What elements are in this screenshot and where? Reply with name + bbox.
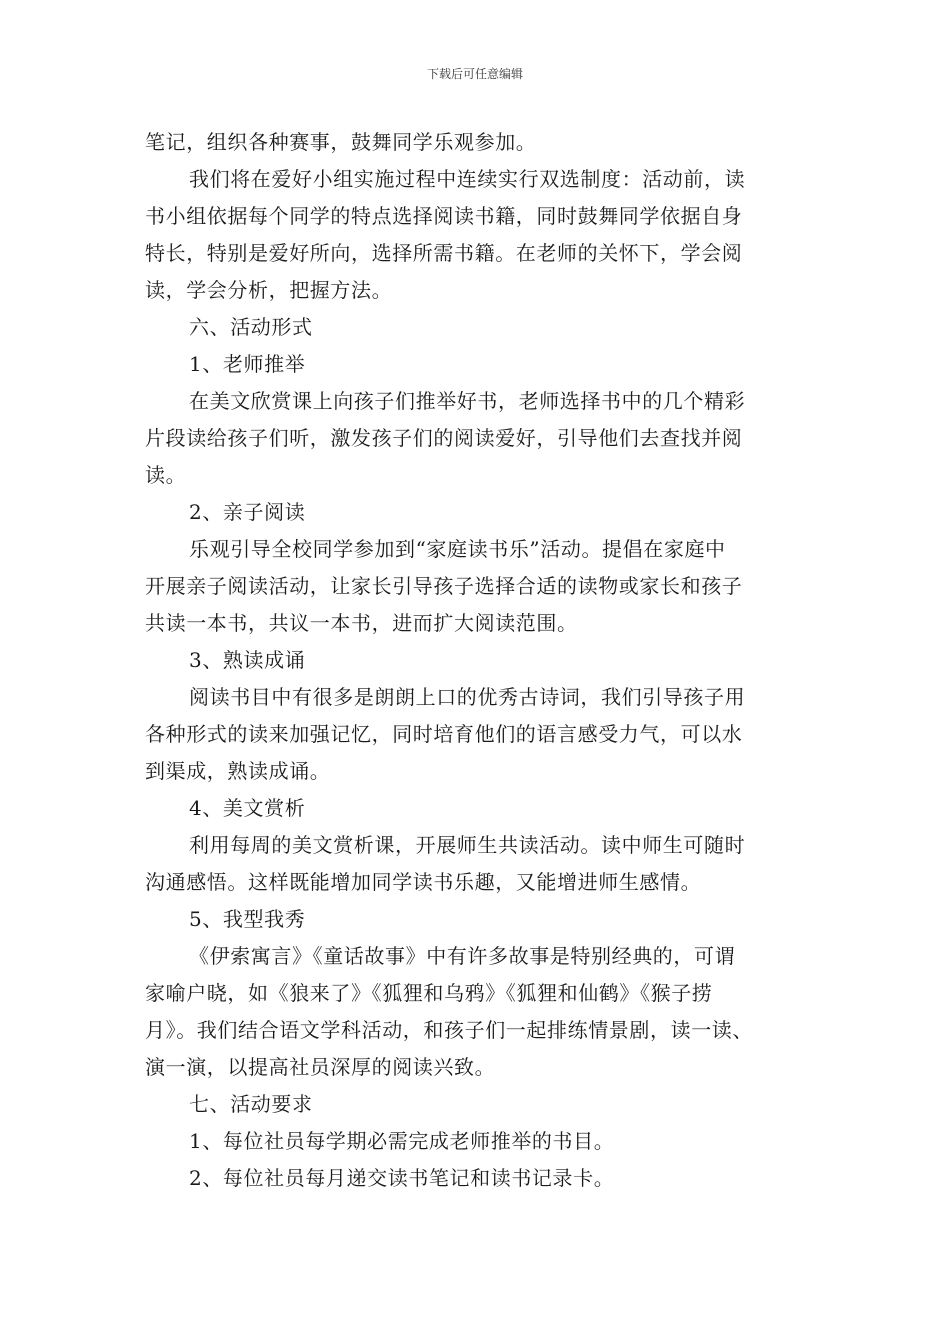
text-line: 利用每周的美文赏析课，开展师生共读活动。读中师生可随时 [189,833,746,857]
page-header: 下载后可任意编辑 [426,67,523,81]
section-heading: 七、活动要求 [189,1092,313,1116]
text-line: 月》。我们结合语文学科活动，和孩子们一起排练情景剧，读一读、 [145,1018,753,1042]
text-line: 乐观引导全校同学参加到“家庭读书乐”活动。提倡在家庭中 [189,537,726,561]
subsection-heading: 2、亲子阅读 [189,500,306,524]
text-line: 我们将在爱好小组实施过程中连续实行双选制度：活动前，读 [189,167,746,191]
text-line: 书小组依据每个同学的特点选择阅读书籍，同时鼓舞同学依据自身 [145,204,743,228]
text-line: 开展亲子阅读活动，让家长引导孩子选择合适的读物或家长和孩子 [145,574,743,598]
subsection-heading: 3、熟读成诵 [189,648,306,672]
text-line: 笔记，组织各种赛事，鼓舞同学乐观参加。 [145,130,537,154]
text-line: 特长，特别是爱好所向，选择所需书籍。在老师的关怀下，学会阅 [145,241,743,265]
text-line: 各种形式的读来加强记忆，同时培育他们的语言感受力气，可以水 [145,722,743,746]
list-item: 1、每位社员每学期必需完成老师推举的书目。 [189,1129,615,1153]
text-line: 沟通感悟。这样既能增加同学读书乐趣，又能增进师生感情。 [145,870,702,894]
text-line: 读。 [145,463,187,487]
text-line: 家喻户晓，如《狼来了》《狐狸和乌鸦》《狐狸和仙鹤》《猴子捞 [145,981,713,1005]
text-line: 读，学会分析，把握方法。 [145,278,393,302]
subsection-heading: 1、老师推举 [189,352,306,376]
subsection-heading: 4、美文赏析 [189,796,306,820]
text-line: 到渠成，熟读成诵。 [145,759,331,783]
list-item: 2、每位社员每月递交读书笔记和读书记录卡。 [189,1166,615,1190]
text-line: 阅读书目中有很多是朗朗上口的优秀古诗词，我们引导孩子用 [189,685,746,709]
document-body [145,124,825,1197]
section-heading: 六、活动形式 [189,315,313,339]
subsection-heading: 5、我型我秀 [189,907,306,931]
text-line: 共读一本书，共议一本书，进而扩大阅读范围。 [145,611,578,635]
text-line: 演一演，以提高社员深厚的阅读兴致。 [145,1055,496,1079]
text-line: 在美文欣赏课上向孩子们推举好书，老师选择书中的几个精彩 [189,389,746,413]
text-line: 片段读给孩子们听，激发孩子们的阅读爱好，引导他们去查找并阅 [145,426,743,450]
text-line: 《伊索寓言》《童话故事》中有许多故事是特别经典的，可谓 [189,944,736,968]
